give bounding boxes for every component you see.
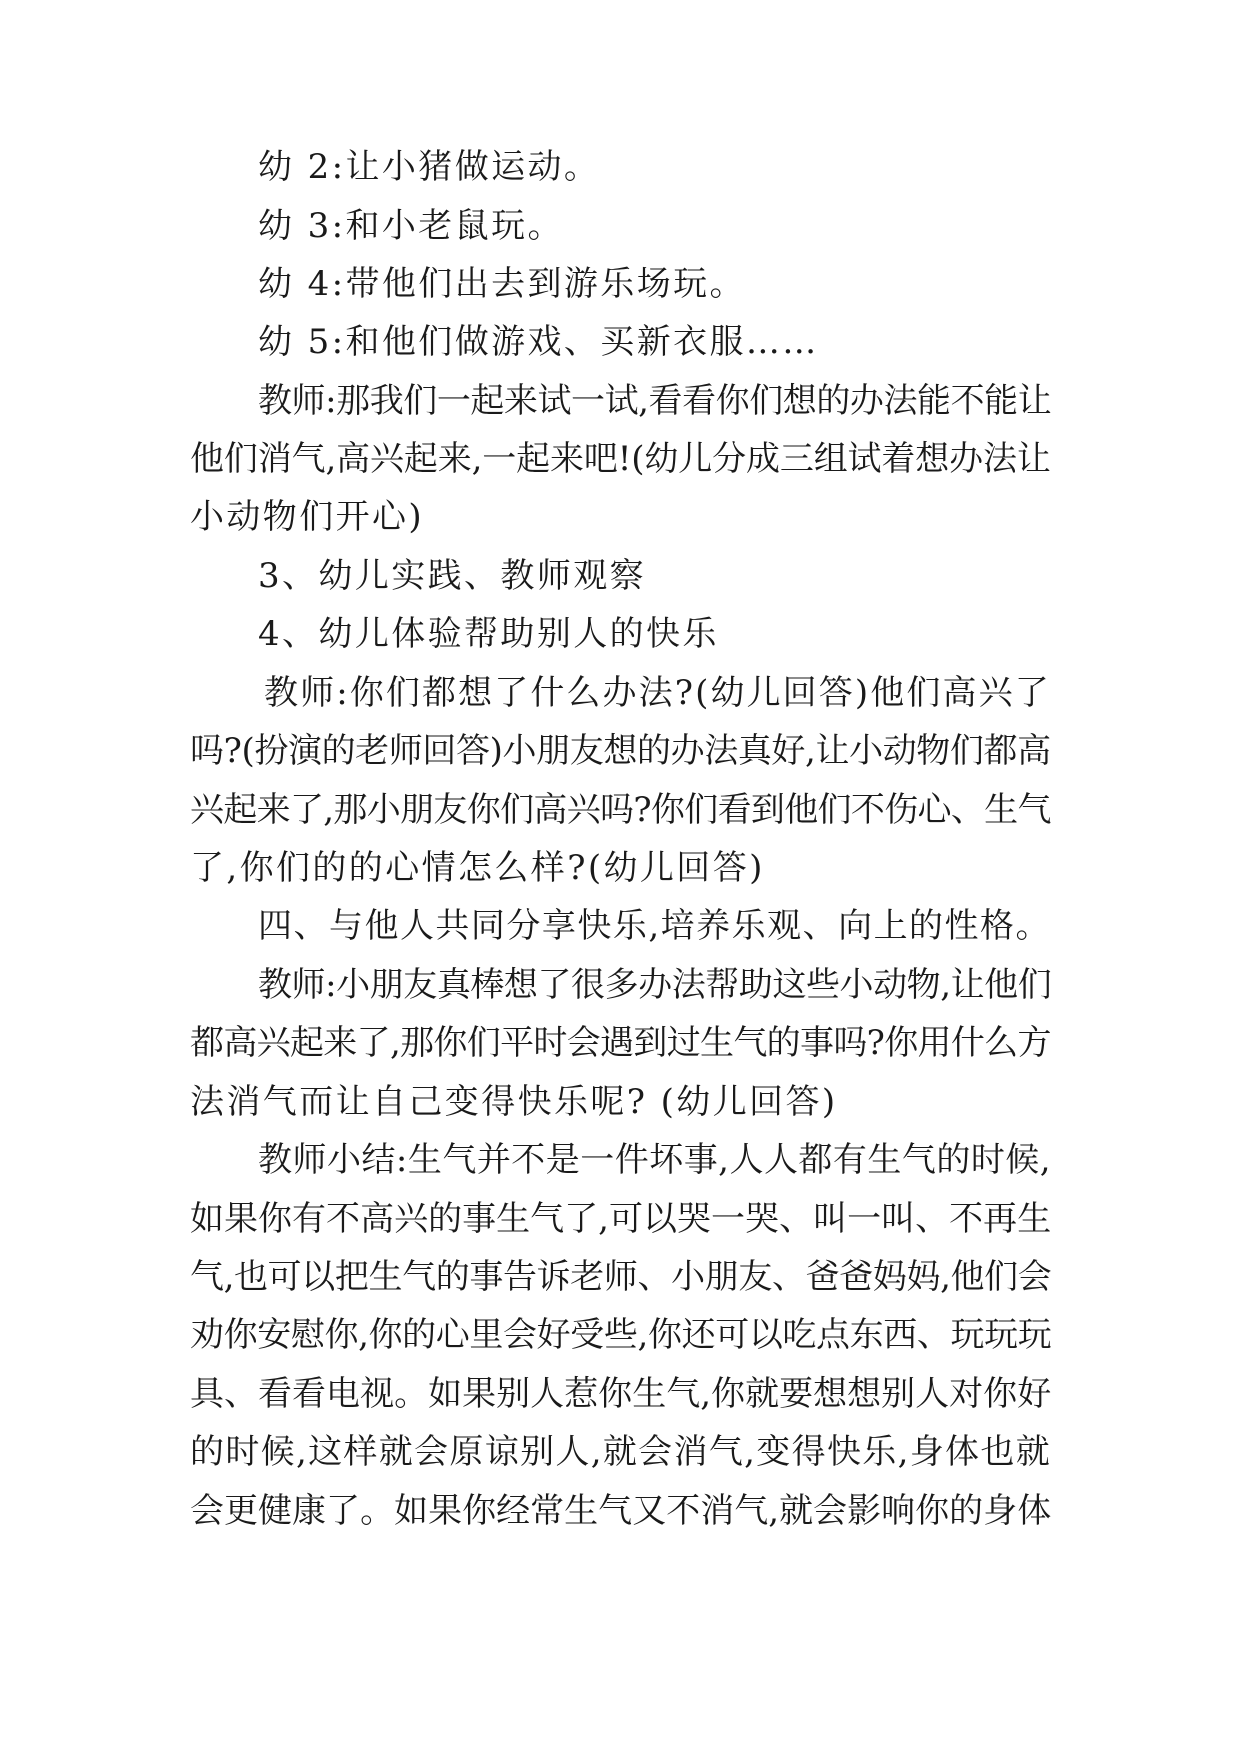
paragraph-line: 四、与他人共同分享快乐,培养乐观、向上的性格。 — [258, 906, 1052, 946]
paragraph-line: 4、幼儿体验帮助别人的快乐 — [258, 614, 719, 654]
paragraph-line: 小动物们开心) — [190, 497, 425, 537]
paragraph-line: 法消气而让自己变得快乐呢? (幼儿回答) — [190, 1082, 838, 1122]
paragraph-line: 气,也可以把生气的事告诉老师、小朋友、爸爸妈妈,他们会 — [190, 1257, 1052, 1297]
paragraph-line: 都高兴起来了,那你们平时会遇到过生气的事吗?你用什么方 — [190, 1023, 1051, 1063]
paragraph-line: 教师:小朋友真棒想了很多办法帮助这些小动物,让他们 — [258, 965, 1052, 1005]
paragraph-line: 具、看看电视。如果别人惹你生气,你就要想想别人对你好 — [190, 1374, 1052, 1414]
paragraph-line: 幼 4:带他们出去到游乐场玩。 — [258, 264, 746, 304]
paragraph-line: 3、幼儿实践、教师观察 — [258, 556, 647, 596]
paragraph-line: 会更健康了。如果你经常生气又不消气,就会影响你的身体 — [190, 1491, 1052, 1531]
paragraph-line: 劝你安慰你,你的心里会好受些,你还可以吃点东西、玩玩玩 — [190, 1315, 1052, 1355]
paragraph-line: 的时候,这样就会原谅别人,就会消气,变得快乐,身体也就 — [190, 1432, 1052, 1472]
paragraph-line: 教师:你们都想了什么办法?(幼儿回答)他们高兴了 — [264, 673, 1051, 713]
paragraph-line: 幼 5:和他们做游戏、买新衣服…… — [258, 322, 819, 362]
paragraph-line: 吗?(扮演的老师回答)小朋友想的办法真好,让小动物们都高 — [190, 731, 1051, 771]
paragraph-line: 教师:那我们一起来试一试,看看你们想的办法能不能让 — [258, 381, 1052, 421]
paragraph-line: 教师小结:生气并不是一件坏事,人人都有生气的时候, — [258, 1140, 1052, 1180]
paragraph-line: 幼 3:和小老鼠玩。 — [258, 206, 564, 246]
paragraph-line: 了,你们的的心情怎么样?(幼儿回答) — [190, 848, 765, 888]
paragraph-line: 幼 2:让小猪做运动。 — [258, 147, 601, 187]
paragraph-line: 他们消气,高兴起来,一起来吧!(幼儿分成三组试着想办法让 — [190, 439, 1051, 479]
paragraph-line: 如果你有不高兴的事生气了,可以哭一哭、叫一叫、不再生 — [190, 1199, 1052, 1239]
paragraph-line: 兴起来了,那小朋友你们高兴吗?你们看到他们不伤心、生气 — [190, 790, 1051, 830]
